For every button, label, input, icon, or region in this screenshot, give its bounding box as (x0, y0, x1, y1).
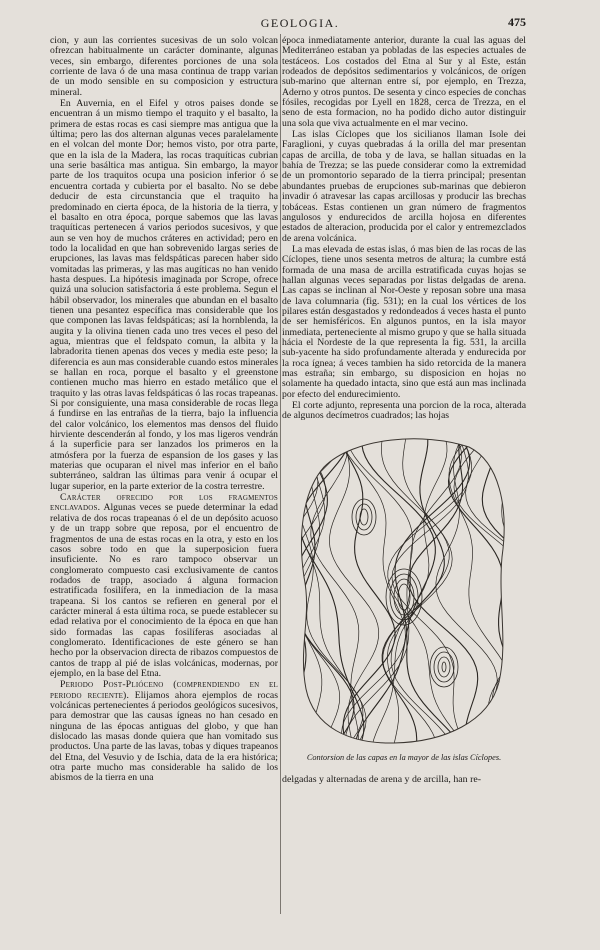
paragraph: En Auvernia, en el Eifel y otros paises donde se encuentran á un mismo tiempo el traquito y el basalto, la primera de estas rocas es casi siempre mas antigua que la última; pero las dos alternan algunas veces paralelamente en el volcan del monte Dor; hemos visto, por otra parte, que en la isla de la Madera, las rocas traquíticas cubrian una serie basáltica mas antigua. Sin embargo, la mayor parte de los traquitos ocupa una posicion inferior ó se encuentra cortada y cubierta por el basalto. No se debe deducir de esta circunstancia que el traquito ha predominado en cierta época, de la historia de la tierra, y el basalto en otra época, porque sabemos que las lavas traquíticas pertenecen á varios periodos sucesivos, y que aun se ven hoy de muchos cráteres en actividad; pero en todo la localidad en que han sobrevenido largas series de erupciones, las lavas mas feldspáticas parecen haber sido vomitadas las primeras, y las mas augíticas no han venido hasta despues. La hipótesis imaginada por Scrope, ofrece quizá una solucion satisfactoria á este problema. Segun el hábil observador, los minerales que abundan en el basalto tienen una pesantez específica mas considerable que los que componen las lavas feldspáticas; así la hornblenda, la augita y la olivina tienen cada uno tres veces el peso del agua, mientras que el feldspato comun, la albita y la labradorita tienen apenas dos veces y media este peso; la diferencia es aun mas considerable cuando estos minerales se hallan en roca, porque el basalto y el greenstone contienen mucho mas hierro en estado metálico que el traquito y las otras lavas feldspáticas ó las rocas trapeanas. Si por consiguiente, una masa considerable de rocas llega á fundirse en las entrañas de la tierra, bajo la influencia del calor volcánico, los elementos mas densos del fluido hirviente descenderán al fondo, y los mas ligeros vendrán á la superficie para ser lanzados los primeros en la atmósfera por la fuerza de espansion de los gases y las materias que ocuparan el nivel mas inferior en el baño subterráneo, saldran las últimas para venir á ocupar el lugar superior, en la parte exterior de la costra terrestre. (50, 98, 278, 492)
stratum-line (295, 427, 339, 745)
stratum-line (355, 427, 435, 745)
figure-caption: Contorsion de las capas en la mayor de las islas Cíclopes. (306, 752, 502, 762)
stratum-line (299, 427, 354, 745)
stratum-line (454, 427, 514, 745)
paragraph (50, 680, 278, 783)
column-divider (280, 34, 281, 914)
stratum-line (395, 427, 470, 745)
right-column (282, 36, 526, 926)
page-number: 475 (508, 15, 526, 29)
paragraph: Las islas Cíclopes que los sicilianos llaman Isole dei Faraglioni, y cuyas quebradas á la orilla del mar presentan capas de arcilla, de toba y de lava, se hallan situadas en la bahía de Trezza; se las puede considerar como la extremidad de un promontorio separado de la tierra principal; presentan abundantes pruebas de erupciones sub-marinas que debieron invadir ó atravesar las capas arcillosas y producir las brechas tobáceas. Estas contienen un gran número de fragmentos angulosos y endurecidos de arcilla hojosa en diferentes estados de alteracion, producida por el calor y entremezclados de arena volcánica. (282, 129, 526, 244)
section-heading: Carácter ofrecido por los fragmentos enclavados. (50, 492, 278, 514)
fold-loop (442, 662, 446, 672)
paragraph-body: Algunas veces se puede determinar la edad relativa de dos rocas trapeanas ó el de un depósito acuoso y de un trapp sobre que reposa, por el encuentro de fragmentos de una de estas rocas en la otra, y esto en los casos sobre todo en que la superposicion fuera insuficiente. No es raro tampoco observar un conglomerato compuesto casi exclusivamente de cantos rodados de trapp, asociado á alguna formacion estratificada fosilífera, en la inmediacion de la masa trapeana. Si los cantos se refieren en general por el carácter mineral á esta última roca, se puede establecer su edad relativa por el conocimiento de la época en que han sido formadas las capas fosilíferas asociadas al conglomerato. Identificaciones de este género se han hecho por la observacion directa de ribazos compuestos de cantos de trapp al pié de islas volcánicas, modernas, por ejemplo, en la base del Etna. (50, 502, 278, 679)
fold-loop (360, 509, 368, 525)
stratum-line (449, 427, 515, 745)
paragraph: delgadas y alternadas de arena y de arcilla, han re- (282, 773, 482, 785)
contorted-strata-engraving (294, 427, 514, 749)
paragraph: época inmediatamente anterior, durante la cual las aguas del Mediterráneo estaban ya pobladas de las especies actuales de testáceos. Los costados del Etna al Sur y al Este, están rodeados de depósitos sedimentarios y volcánicos, de orígen sub-marino que alternan entre sí, por ejemplo, en Trezza, Aderno y otros puntos. De sesenta y cinco especies de conchas fósiles, recogidas por Lyell en 1828, cerca de Trezza, en el seno de esta formacion, no ha podido dicho autor distinguir una sola que viva actualmente en el mar vecino. (282, 36, 526, 129)
paragraph: cion, y aun las corrientes sucesivas de un solo volcan ofrezcan habitualmente un carácter dominante, algunas veces, sin embargo, diferentes porciones de una sola corriente de lava ó de una masa continua de trapp varian de un modo sensible en su composicion y estructura mineral. (50, 36, 278, 98)
stratum-line (294, 427, 325, 745)
left-column (50, 36, 278, 916)
stratum-line (336, 427, 396, 745)
fold-loop (356, 504, 372, 530)
section-heading: Periodo Post-Plióceno (comprendiendo en el periodo reciente). (50, 679, 278, 701)
stratum-line (294, 427, 304, 745)
paragraph: El corte adjunto, representa una porcion de la roca, alterada de algunos decímetros cuadrados; las hojas (282, 400, 526, 422)
stratum-line (492, 427, 514, 745)
fold-loop (438, 657, 450, 677)
running-title: GEOLOGIA. (260, 16, 340, 30)
stratum-line (383, 427, 447, 745)
running-head (0, 14, 600, 30)
paragraph-body: Elijamos ahora ejemplos de rocas volcánicas pertenecientes á periodos geológicos sucesivos, para demostrar que las causas ígneas no han cesado en ninguna de las épocas antiguas del globo, y que han dislocado las masas donde quiera que han vomitado sus productos. Una parte de las lavas, tobas y diques trapeanos del Etna, del Vesuvio y de Ischia, data de la era histórica; otra parte mucho mas considerable ha salido de los abismos de la tierra en una (50, 689, 278, 784)
paragraph: La mas elevada de estas islas, ó mas bien de las rocas de las Cíclopes, tiene unos sesenta metros de altura; la cumbre está formada de una masa de arcilla estratificada cuyas hojas se hallan algunas veces separadas por listas delgadas de arena. Las capas se inclinan al Nor-Oeste y reposan sobre una masa de lava columnaria (fig. 531); en la cual los vértices de los pilares están desgastados y redondeados á veces hasta el punto de ser hemisféricos. En algunos puntos, en la isla mayor inmediata, perteneciente al mismo grupo y que se halla situada hácia el Nordeste de la que representa la fig. 531, la arcilla sub-yacente ha sido profundamente alterada y endurecida por la roca ígnea; á veces tambien ha sido retorcida de la manera mas estraña; sin embargo, su disposicion en hojas no solamente ha quedado intacta, sino que está aun mas inclinada por efecto del endurecimiento. (282, 243, 526, 400)
stratum-line (372, 427, 449, 745)
strata-lines (294, 427, 514, 745)
figure-contorted-strata (282, 427, 526, 772)
stratum-line (391, 427, 461, 745)
paragraph (50, 493, 278, 679)
fold-loop (434, 652, 454, 682)
stratum-line (482, 427, 514, 745)
